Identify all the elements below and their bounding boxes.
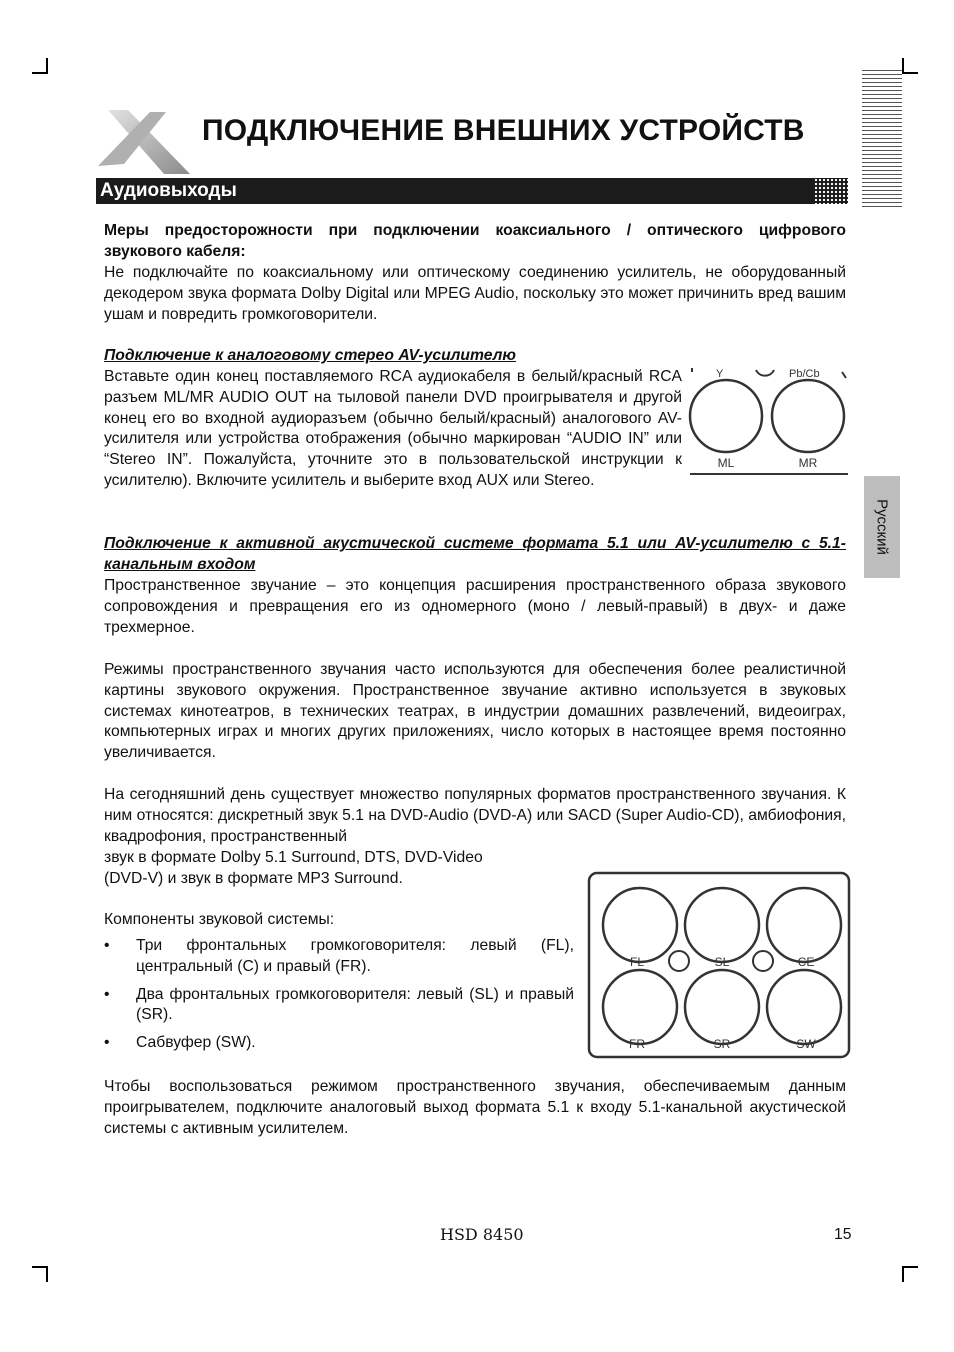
fr-label: FR [629,1037,645,1051]
list-item [104,985,574,1027]
bullet-icon: • [104,985,110,1003]
stereo-heading: Подключение к аналоговому стерео AV-усилителю [104,347,516,364]
sw-label: SW [796,1037,816,1051]
language-tab-label: Русский [873,499,891,555]
surround-para-1: Пространственное звучание – это концепция расширения пространственного образа звукового сопровождения и превращения его из одномерного (моно / левый-правый) в двух- и даже трехмерное. [104,577,846,636]
ce-label: CE [797,955,815,969]
edge-stripes [862,70,902,210]
diagram-label-top-left: Y [716,368,724,380]
surround-connector-diagram [587,871,851,1061]
surround-para-3: На сегодняшний день существует множество популярных форматов пространственного звучания. К ним относятся: дискретный звук 5.1 на DVD-Audio (DVD-A) или SACD (Super Audio-CD), амбиофония, квадрофония, пространственный [104,786,846,845]
surround-para-3-line-1: звук в формате Dolby 5.1 Surround, DTS, DVD-Video [104,849,483,866]
surround-closing: Чтобы воспользоваться режимом пространственного звучания, обеспечиваемым данным проигрывателем, подключите аналоговый выход формата 5.1 к входу 5.1-канальной акустической системы с активным усилителем. [104,1078,846,1137]
ce-jack-icon [767,888,841,962]
crop-mark-bottom-left [32,1266,48,1282]
language-tab [864,476,900,578]
small-jack-icon [669,951,689,971]
sw-jack-icon [767,970,841,1044]
sr-jack-icon [685,970,759,1044]
sr-label: SR [713,1037,731,1051]
section-dots-decoration [814,178,848,204]
mr-jack-icon [772,380,844,452]
list-item [104,1033,574,1054]
surround-para-2: Режимы пространственного звучания часто используются для обеспечения более реалистичной картины звукового окружения. Пространственное звучание активно используется в звуковых системах кинотеатров, в технических театрах, в индустрии домашних развлечений, видеоиграх, компьютерных играх и многих других приложениях, число которых в настоящее время постоянно увеличивается. [104,661,846,762]
crop-mark-bottom-right [902,1266,918,1282]
list-item-text: Два фронтальных громкоговорителя: левый (SL) и правый (SR). [136,985,574,1024]
surround-para-3-line-2: (DVD-V) и звук в формате MP3 Surround. [104,870,403,887]
stereo-text: Вставьте один конец поставляемого RCA аудиокабеля в белый/красный RCA разъем ML/MR AUDIO OUT на тыловой панели DVD проигрывателя и другой конец его во входной аудиоразъем (обычно белый/красный) аналогового AV-усилителя или устройства отображения (обычно маркирован “AUDIO IN” или “Stereo IN”. Пожалуйста, уточните это в пользовательской инструкции к усилителю). Включите усилитель и выберите вход AUX или Stereo. [104,368,682,489]
crop-mark-top-left [32,58,48,74]
list-item-text: Три фронтальных громкоговорителя: левый (FL), центральный (C) и правый (FR). [136,937,574,975]
fr-jack-icon [603,970,677,1044]
stereo-connector-diagram [686,368,850,478]
bullet-icon: • [104,937,110,954]
fl-label: FL [629,955,645,969]
sl-label: SL [714,955,730,969]
crop-mark-top-right [902,58,918,74]
bullet-icon: • [104,1034,110,1052]
footer-brand-logo: HSD 8450 [440,1225,524,1244]
section-header [96,178,848,204]
mr-label: MR [798,456,818,470]
brand-logo-icon [94,104,194,176]
surround-heading: Подключение к активной акустической системе формата 5.1 или AV-усилителю с 5.1-канальным входом [104,535,846,573]
fl-jack-icon [603,888,677,962]
precautions-text: Не подключайте по коаксиальному или оптическому соединению усилитель, не оборудованный декодером звука формата Dolby Digital или MPEG Audio, поскольку это может причинить вред вашим ушам и повредить громкоговорители. [104,264,846,323]
page-title: ПОДКЛЮЧЕНИЕ ВНЕШНИХ УСТРОЙСТВ [202,114,805,147]
diagram-label-top-right: Pb/Cb [789,368,820,380]
page-number: 15 [834,1226,852,1243]
ml-label: ML [717,456,735,470]
small-jack-icon [753,951,773,971]
section-title: Аудиовыходы [100,180,237,201]
components-list [104,936,574,1061]
list-item [104,936,574,978]
ml-jack-icon [690,380,762,452]
precautions-heading: Меры предосторожности при подключении коаксиального / оптического цифрового звукового кабеля: [104,222,846,260]
components-intro: Компоненты звуковой системы: [104,911,335,928]
sl-jack-icon [685,888,759,962]
list-item-text: Сабвуфер (SW). [136,1034,256,1052]
